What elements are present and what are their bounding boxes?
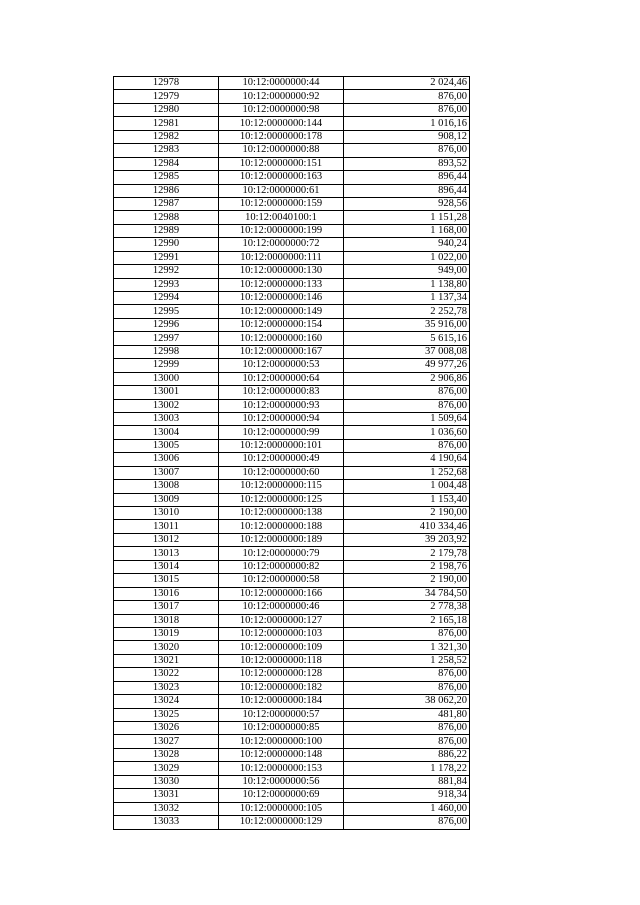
cadastral-number-cell: 10:12:0000000:69 — [219, 789, 344, 802]
cadastral-number-cell: 10:12:0000000:49 — [219, 453, 344, 466]
cadastral-number-cell: 10:12:0000000:184 — [219, 695, 344, 708]
table-row — [114, 453, 470, 466]
row-number-cell: 12994 — [114, 292, 219, 305]
row-number-cell: 12985 — [114, 171, 219, 184]
amount-cell: 1 460,00 — [344, 802, 470, 815]
data-table — [113, 76, 470, 830]
row-number-cell: 12978 — [114, 77, 219, 90]
row-number-cell: 13022 — [114, 668, 219, 681]
table-row — [114, 292, 470, 305]
table-row — [114, 681, 470, 694]
row-number-cell: 13018 — [114, 614, 219, 627]
amount-cell: 1 509,64 — [344, 412, 470, 425]
row-number-cell: 13004 — [114, 426, 219, 439]
table-row — [114, 130, 470, 143]
cadastral-number-cell: 10:12:0000000:153 — [219, 762, 344, 775]
cadastral-number-cell: 10:12:0000000:149 — [219, 305, 344, 318]
row-number-cell: 13006 — [114, 453, 219, 466]
cadastral-number-cell: 10:12:0000000:79 — [219, 547, 344, 560]
amount-cell: 39 203,92 — [344, 533, 470, 546]
table-row — [114, 735, 470, 748]
row-number-cell: 12996 — [114, 318, 219, 331]
table-row — [114, 265, 470, 278]
cadastral-number-cell: 10:12:0000000:57 — [219, 708, 344, 721]
amount-cell: 1 168,00 — [344, 224, 470, 237]
cadastral-number-cell: 10:12:0000000:188 — [219, 520, 344, 533]
cadastral-number-cell: 10:12:0000000:138 — [219, 507, 344, 520]
cadastral-number-cell: 10:12:0000000:144 — [219, 117, 344, 130]
table-row — [114, 184, 470, 197]
row-number-cell: 12990 — [114, 238, 219, 251]
table-row — [114, 654, 470, 667]
amount-cell: 2 165,18 — [344, 614, 470, 627]
table-row — [114, 480, 470, 493]
row-number-cell: 13025 — [114, 708, 219, 721]
amount-cell: 908,12 — [344, 130, 470, 143]
cadastral-number-cell: 10:12:0000000:103 — [219, 627, 344, 640]
amount-cell: 2 024,46 — [344, 77, 470, 90]
row-number-cell: 12991 — [114, 251, 219, 264]
table-row — [114, 238, 470, 251]
row-number-cell: 13008 — [114, 480, 219, 493]
amount-cell: 35 916,00 — [344, 318, 470, 331]
table-row — [114, 399, 470, 412]
cadastral-number-cell: 10:12:0000000:99 — [219, 426, 344, 439]
table-row — [114, 668, 470, 681]
amount-cell: 2 906,86 — [344, 372, 470, 385]
row-number-cell: 13013 — [114, 547, 219, 560]
row-number-cell: 12992 — [114, 265, 219, 278]
cadastral-number-cell: 10:12:0000000:129 — [219, 816, 344, 829]
table-row — [114, 372, 470, 385]
amount-cell: 886,22 — [344, 748, 470, 761]
table-row — [114, 560, 470, 573]
row-number-cell: 13017 — [114, 601, 219, 614]
amount-cell: 1 138,80 — [344, 278, 470, 291]
cadastral-number-cell: 10:12:0000000:101 — [219, 439, 344, 452]
row-number-cell: 12981 — [114, 117, 219, 130]
cadastral-number-cell: 10:12:0000000:118 — [219, 654, 344, 667]
amount-cell: 1 321,30 — [344, 641, 470, 654]
row-number-cell: 13027 — [114, 735, 219, 748]
amount-cell: 38 062,20 — [344, 695, 470, 708]
amount-cell: 2 198,76 — [344, 560, 470, 573]
amount-cell: 876,00 — [344, 722, 470, 735]
row-number-cell: 13031 — [114, 789, 219, 802]
cadastral-number-cell: 10:12:0000000:111 — [219, 251, 344, 264]
table-row — [114, 224, 470, 237]
cadastral-number-cell: 10:12:0000000:46 — [219, 601, 344, 614]
table-row — [114, 211, 470, 224]
row-number-cell: 12995 — [114, 305, 219, 318]
row-number-cell: 12989 — [114, 224, 219, 237]
table-row — [114, 90, 470, 103]
row-number-cell: 13012 — [114, 533, 219, 546]
table-row — [114, 144, 470, 157]
amount-cell: 876,00 — [344, 90, 470, 103]
amount-cell: 410 334,46 — [344, 520, 470, 533]
amount-cell: 876,00 — [344, 439, 470, 452]
amount-cell: 2 179,78 — [344, 547, 470, 560]
cadastral-number-cell: 10:12:0000000:64 — [219, 372, 344, 385]
cadastral-number-cell: 10:12:0000000:146 — [219, 292, 344, 305]
amount-cell: 881,84 — [344, 775, 470, 788]
table-row — [114, 816, 470, 829]
amount-cell: 2 190,00 — [344, 574, 470, 587]
table-row — [114, 614, 470, 627]
row-number-cell: 13021 — [114, 654, 219, 667]
row-number-cell: 13019 — [114, 627, 219, 640]
row-number-cell: 12979 — [114, 90, 219, 103]
row-number-cell: 13010 — [114, 507, 219, 520]
cadastral-number-cell: 10:12:0000000:44 — [219, 77, 344, 90]
amount-cell: 876,00 — [344, 386, 470, 399]
cadastral-number-cell: 10:12:0000000:133 — [219, 278, 344, 291]
amount-cell: 918,34 — [344, 789, 470, 802]
row-number-cell: 12993 — [114, 278, 219, 291]
cadastral-number-cell: 10:12:0000000:82 — [219, 560, 344, 573]
amount-cell: 896,44 — [344, 171, 470, 184]
amount-cell: 481,80 — [344, 708, 470, 721]
cadastral-number-cell: 10:12:0000000:189 — [219, 533, 344, 546]
cadastral-number-cell: 10:12:0000000:167 — [219, 345, 344, 358]
row-number-cell: 12983 — [114, 144, 219, 157]
row-number-cell: 13007 — [114, 466, 219, 479]
row-number-cell: 13030 — [114, 775, 219, 788]
amount-cell: 49 977,26 — [344, 359, 470, 372]
amount-cell: 949,00 — [344, 265, 470, 278]
row-number-cell: 13005 — [114, 439, 219, 452]
amount-cell: 1 137,34 — [344, 292, 470, 305]
row-number-cell: 12998 — [114, 345, 219, 358]
table-row — [114, 103, 470, 116]
table-row — [114, 171, 470, 184]
amount-cell: 876,00 — [344, 399, 470, 412]
cadastral-number-cell: 10:12:0000000:178 — [219, 130, 344, 143]
table-row — [114, 533, 470, 546]
table-row — [114, 722, 470, 735]
table-row — [114, 157, 470, 170]
row-number-cell: 12980 — [114, 103, 219, 116]
row-number-cell: 12999 — [114, 359, 219, 372]
table-row — [114, 305, 470, 318]
cadastral-number-cell: 10:12:0040100:1 — [219, 211, 344, 224]
amount-cell: 5 615,16 — [344, 332, 470, 345]
row-number-cell: 12997 — [114, 332, 219, 345]
cadastral-number-cell: 10:12:0000000:85 — [219, 722, 344, 735]
table-row — [114, 251, 470, 264]
amount-cell: 876,00 — [344, 681, 470, 694]
amount-cell: 1 004,48 — [344, 480, 470, 493]
table-row — [114, 359, 470, 372]
amount-cell: 1 178,22 — [344, 762, 470, 775]
amount-cell: 940,24 — [344, 238, 470, 251]
amount-cell: 876,00 — [344, 103, 470, 116]
table-row — [114, 493, 470, 506]
table-row — [114, 708, 470, 721]
amount-cell: 1 258,52 — [344, 654, 470, 667]
cadastral-number-cell: 10:12:0000000:92 — [219, 90, 344, 103]
table-row — [114, 426, 470, 439]
table-row — [114, 802, 470, 815]
table-row — [114, 466, 470, 479]
table-row — [114, 197, 470, 210]
cadastral-number-cell: 10:12:0000000:199 — [219, 224, 344, 237]
row-number-cell: 13011 — [114, 520, 219, 533]
table-row — [114, 775, 470, 788]
row-number-cell: 13029 — [114, 762, 219, 775]
row-number-cell: 13028 — [114, 748, 219, 761]
cadastral-number-cell: 10:12:0000000:60 — [219, 466, 344, 479]
amount-cell: 928,56 — [344, 197, 470, 210]
amount-cell: 4 190,64 — [344, 453, 470, 466]
cadastral-number-cell: 10:12:0000000:58 — [219, 574, 344, 587]
cadastral-number-cell: 10:12:0000000:93 — [219, 399, 344, 412]
table-row — [114, 77, 470, 90]
cadastral-number-cell: 10:12:0000000:83 — [219, 386, 344, 399]
table-row — [114, 439, 470, 452]
table-body — [114, 77, 470, 830]
amount-cell: 1 151,28 — [344, 211, 470, 224]
row-number-cell: 12987 — [114, 197, 219, 210]
cadastral-number-cell: 10:12:0000000:125 — [219, 493, 344, 506]
row-number-cell: 13033 — [114, 816, 219, 829]
cadastral-number-cell: 10:12:0000000:130 — [219, 265, 344, 278]
row-number-cell: 13015 — [114, 574, 219, 587]
cadastral-number-cell: 10:12:0000000:94 — [219, 412, 344, 425]
table-row — [114, 117, 470, 130]
row-number-cell: 13000 — [114, 372, 219, 385]
cadastral-number-cell: 10:12:0000000:128 — [219, 668, 344, 681]
table-row — [114, 520, 470, 533]
cadastral-number-cell: 10:12:0000000:154 — [219, 318, 344, 331]
cadastral-number-cell: 10:12:0000000:109 — [219, 641, 344, 654]
table-row — [114, 547, 470, 560]
row-number-cell: 13003 — [114, 412, 219, 425]
cadastral-number-cell: 10:12:0000000:53 — [219, 359, 344, 372]
cadastral-number-cell: 10:12:0000000:88 — [219, 144, 344, 157]
row-number-cell: 13016 — [114, 587, 219, 600]
row-number-cell: 12988 — [114, 211, 219, 224]
cadastral-number-cell: 10:12:0000000:72 — [219, 238, 344, 251]
row-number-cell: 13023 — [114, 681, 219, 694]
table-row — [114, 278, 470, 291]
row-number-cell: 13020 — [114, 641, 219, 654]
table-row — [114, 507, 470, 520]
amount-cell: 1 016,16 — [344, 117, 470, 130]
row-number-cell: 12986 — [114, 184, 219, 197]
amount-cell: 34 784,50 — [344, 587, 470, 600]
table-row — [114, 412, 470, 425]
cadastral-number-cell: 10:12:0000000:56 — [219, 775, 344, 788]
amount-cell: 876,00 — [344, 816, 470, 829]
amount-cell: 876,00 — [344, 627, 470, 640]
amount-cell: 893,52 — [344, 157, 470, 170]
row-number-cell: 13002 — [114, 399, 219, 412]
cadastral-number-cell: 10:12:0000000:115 — [219, 480, 344, 493]
table-row — [114, 695, 470, 708]
row-number-cell: 12982 — [114, 130, 219, 143]
cadastral-number-cell: 10:12:0000000:163 — [219, 171, 344, 184]
row-number-cell: 13001 — [114, 386, 219, 399]
cadastral-number-cell: 10:12:0000000:166 — [219, 587, 344, 600]
table-row — [114, 627, 470, 640]
table-row — [114, 789, 470, 802]
cadastral-number-cell: 10:12:0000000:148 — [219, 748, 344, 761]
amount-cell: 1 022,00 — [344, 251, 470, 264]
cadastral-number-cell: 10:12:0000000:160 — [219, 332, 344, 345]
amount-cell: 896,44 — [344, 184, 470, 197]
amount-cell: 2 190,00 — [344, 507, 470, 520]
cadastral-number-cell: 10:12:0000000:105 — [219, 802, 344, 815]
amount-cell: 1 036,60 — [344, 426, 470, 439]
table-row — [114, 641, 470, 654]
table-row — [114, 762, 470, 775]
table-row — [114, 318, 470, 331]
table-row — [114, 386, 470, 399]
table-row — [114, 601, 470, 614]
cadastral-number-cell: 10:12:0000000:127 — [219, 614, 344, 627]
cadastral-number-cell: 10:12:0000000:98 — [219, 103, 344, 116]
row-number-cell: 13024 — [114, 695, 219, 708]
amount-cell: 1 252,68 — [344, 466, 470, 479]
cadastral-number-cell: 10:12:0000000:61 — [219, 184, 344, 197]
table-row — [114, 748, 470, 761]
cadastral-number-cell: 10:12:0000000:182 — [219, 681, 344, 694]
row-number-cell: 13009 — [114, 493, 219, 506]
amount-cell: 876,00 — [344, 735, 470, 748]
row-number-cell: 13026 — [114, 722, 219, 735]
amount-cell: 37 008,08 — [344, 345, 470, 358]
cadastral-number-cell: 10:12:0000000:151 — [219, 157, 344, 170]
amount-cell: 876,00 — [344, 668, 470, 681]
amount-cell: 876,00 — [344, 144, 470, 157]
amount-cell: 2 778,38 — [344, 601, 470, 614]
amount-cell: 2 252,78 — [344, 305, 470, 318]
table-row — [114, 587, 470, 600]
table-row — [114, 332, 470, 345]
row-number-cell: 13032 — [114, 802, 219, 815]
row-number-cell: 12984 — [114, 157, 219, 170]
table-row — [114, 345, 470, 358]
amount-cell: 1 153,40 — [344, 493, 470, 506]
cadastral-number-cell: 10:12:0000000:159 — [219, 197, 344, 210]
row-number-cell: 13014 — [114, 560, 219, 573]
table-row — [114, 574, 470, 587]
cadastral-number-cell: 10:12:0000000:100 — [219, 735, 344, 748]
